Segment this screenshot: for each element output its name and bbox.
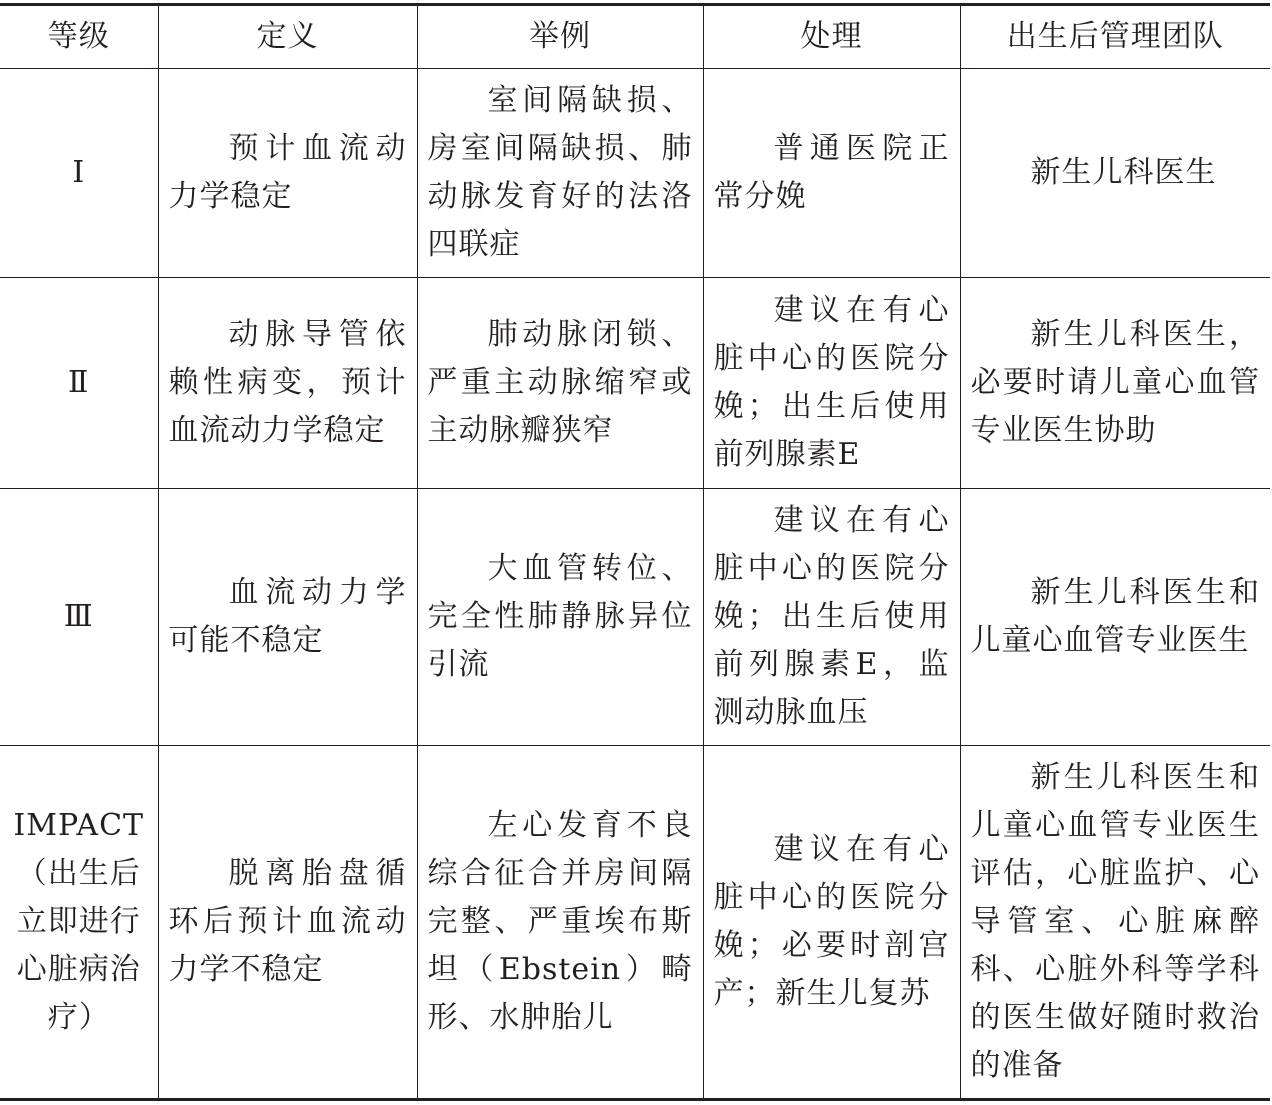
management-cell: 建议在有心脏中心的医院分娩；出生后使用前列腺素E bbox=[703, 278, 960, 489]
header-level: 等级 bbox=[0, 5, 158, 69]
level-cell: Ⅱ bbox=[0, 278, 158, 489]
definition-cell: 预计血流动力学稳定 bbox=[158, 69, 417, 278]
example-cell: 大血管转位、完全性肺静脉异位引流 bbox=[417, 489, 703, 746]
header-team: 出生后管理团队 bbox=[960, 5, 1270, 69]
team-cell: 新生儿科医生 bbox=[960, 69, 1270, 278]
level-cell: Ⅰ bbox=[0, 69, 158, 278]
table-row bbox=[0, 489, 1270, 746]
definition-cell: 血流动力学可能不稳定 bbox=[158, 489, 417, 746]
management-cell: 建议在有心脏中心的医院分娩；出生后使用前列腺素E，监测动脉血压 bbox=[703, 489, 960, 746]
definition-cell: 脱离胎盘循环后预计血流动力学不稳定 bbox=[158, 746, 417, 1100]
definition-cell: 动脉导管依赖性病变，预计血流动力学稳定 bbox=[158, 278, 417, 489]
level-name: IMPACT bbox=[13, 808, 145, 843]
level-cell: Ⅲ bbox=[0, 489, 158, 746]
team-cell: 新生儿科医生，必要时请儿童心血管专业医生协助 bbox=[960, 278, 1270, 489]
table-row bbox=[0, 69, 1270, 278]
example-cell: 室间隔缺损、房室间隔缺损、肺动脉发育好的法洛四联症 bbox=[417, 69, 703, 278]
management-cell: 建议在有心脏中心的医院分娩；必要时剖宫产；新生儿复苏 bbox=[703, 746, 960, 1100]
management-cell: 普通医院正常分娩 bbox=[703, 69, 960, 278]
header-management: 处理 bbox=[703, 5, 960, 69]
header-row bbox=[0, 5, 1270, 69]
level-note: （出生后立即进行心脏病治疗） bbox=[16, 856, 141, 1035]
header-example: 举例 bbox=[417, 5, 703, 69]
team-cell: 新生儿科医生和儿童心血管专业医生评估，心脏监护、心导管室、心脏麻醉科、心脏外科等学科的医生做好随时救治的准备 bbox=[960, 746, 1270, 1100]
header-definition: 定义 bbox=[158, 5, 417, 69]
table-row bbox=[0, 746, 1270, 1100]
team-cell: 新生儿科医生和儿童心血管专业医生 bbox=[960, 489, 1270, 746]
level-cell bbox=[0, 746, 158, 1100]
table-row bbox=[0, 278, 1270, 489]
example-cell: 肺动脉闭锁、严重主动脉缩窄或主动脉瓣狭窄 bbox=[417, 278, 703, 489]
classification-table bbox=[0, 3, 1270, 1101]
example-cell: 左心发育不良综合征合并房间隔完整、严重埃布斯坦（Ebstein）畸形、水肿胎儿 bbox=[417, 746, 703, 1100]
